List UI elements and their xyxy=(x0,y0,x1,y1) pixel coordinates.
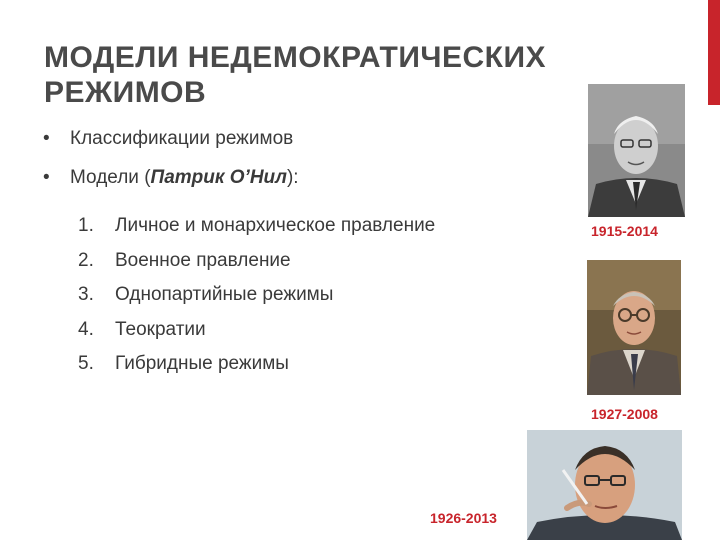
bullet-item xyxy=(40,126,560,152)
list-text: Теократии xyxy=(115,318,206,340)
list-number: 4. xyxy=(78,318,94,340)
list-text: Военное правление xyxy=(115,249,291,271)
bullet-text: Классификации режимов xyxy=(70,128,294,149)
lifespan-label-2: 1927-2008 xyxy=(591,406,658,422)
list-item xyxy=(78,209,538,244)
list-text: Однопартийные режимы xyxy=(115,284,334,305)
bullet-list xyxy=(40,126,560,204)
bullet-dot: • xyxy=(43,167,50,188)
bullet-dot: • xyxy=(43,128,50,149)
bullet-prefix: Модели ( xyxy=(70,167,151,188)
list-number: 1. xyxy=(78,215,94,236)
portrait-photo-3 xyxy=(527,430,682,540)
list-item xyxy=(78,278,538,313)
slide-title xyxy=(44,40,604,110)
list-text: Гибридные режимы xyxy=(115,353,289,374)
list-text: Личное и монархическое правление xyxy=(115,215,436,236)
numbered-list xyxy=(78,209,538,382)
title-line-1: МОДЕЛИ НЕДЕМОКРАТИЧЕСКИХ xyxy=(44,41,547,74)
list-item xyxy=(78,244,538,279)
portrait-photo-2 xyxy=(587,260,681,395)
list-number: 3. xyxy=(78,284,94,305)
bullet-suffix: ): xyxy=(286,167,299,188)
list-item xyxy=(78,313,538,348)
list-item xyxy=(78,347,538,382)
list-number: 2. xyxy=(78,249,94,271)
accent-bar xyxy=(708,0,720,105)
portrait-photo-1 xyxy=(588,84,685,217)
list-number: 5. xyxy=(78,353,94,374)
title-line-2: РЕЖИМОВ xyxy=(44,76,207,109)
author-name: Патрик О’Нил xyxy=(150,167,287,188)
bullet-item xyxy=(40,165,560,191)
lifespan-label-3: 1926-2013 xyxy=(430,510,497,526)
lifespan-label-1: 1915-2014 xyxy=(591,223,658,239)
